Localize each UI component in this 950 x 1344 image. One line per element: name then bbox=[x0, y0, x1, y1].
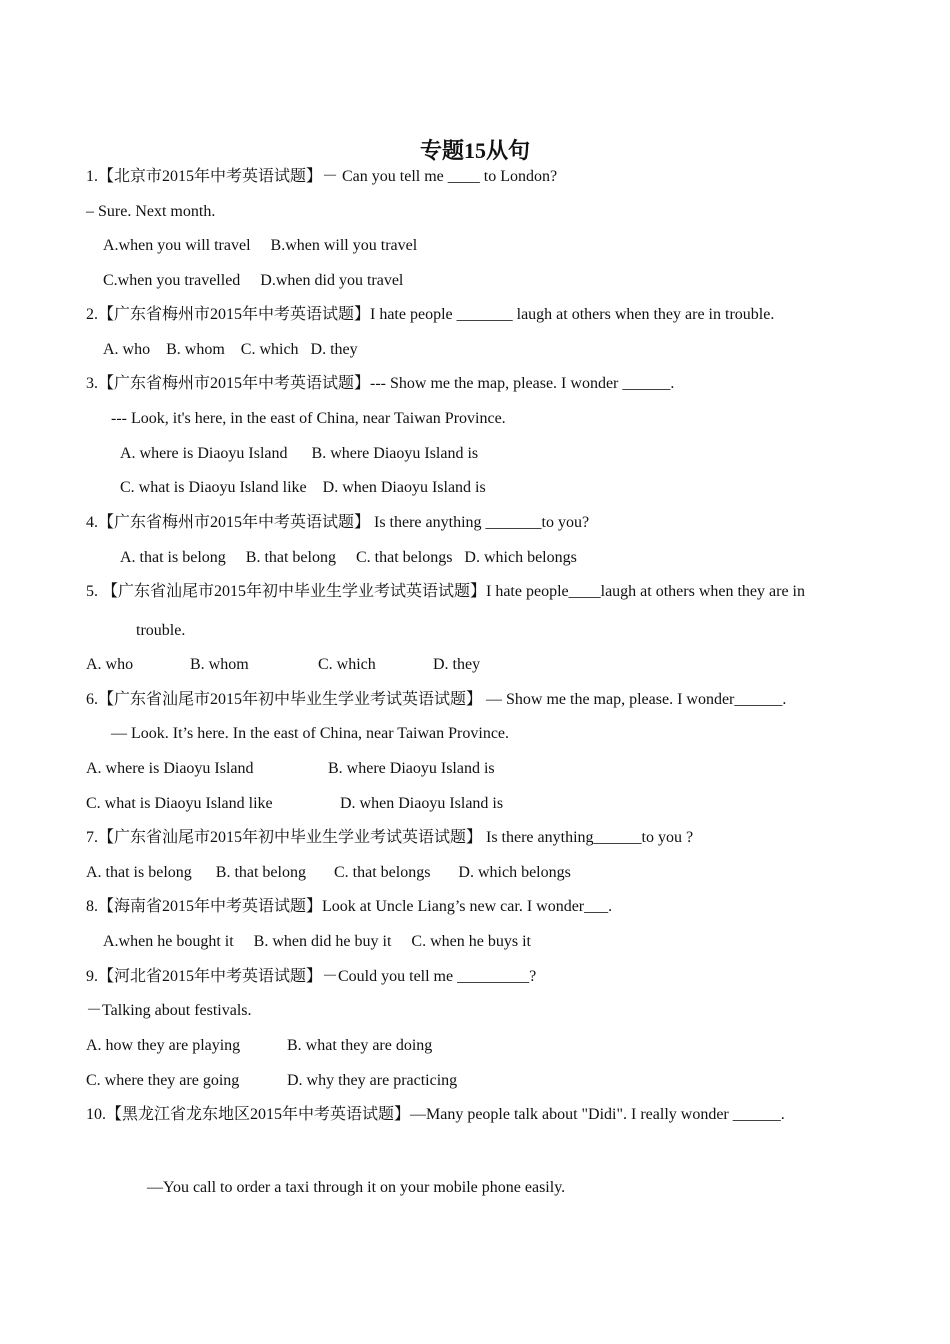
question-4-options: A. that is belong B. that belong C. that belongs D. which belongs bbox=[120, 549, 577, 566]
question-3-stem: 3.【广东省梅州市2015年中考英语试题】--- Show me the map, please. I wonder ______. bbox=[86, 375, 675, 392]
question-6-stem: 6.【广东省汕尾市2015年初中毕业生学业考试英语试题】 — Show me the map, please. I wonder______. bbox=[86, 691, 787, 708]
question-5-stem: 5. 【广东省汕尾市2015年初中毕业生学业考试英语试题】I hate people____laugh at others when they are in bbox=[86, 583, 806, 600]
question-3-options-row-2: C. what is Diaoyu Island like D. when Diaoyu Island is bbox=[120, 479, 486, 496]
question-5-stem-continuation: trouble. bbox=[136, 622, 186, 639]
question-9-option-c: C. where they are going bbox=[86, 1072, 240, 1089]
page-title: 专题15从句 bbox=[419, 138, 530, 163]
question-2-options: A. who B. whom C. which D. they bbox=[103, 341, 358, 358]
question-5-option-c: C. which bbox=[318, 656, 376, 673]
question-9-stem: 9.【河北省2015年中考英语试题】－Could you tell me _________? bbox=[86, 968, 537, 985]
question-7-options: A. that is belong B. that belong C. that belongs D. which belongs bbox=[86, 864, 571, 881]
question-9-option-d: D. why they are practicing bbox=[287, 1072, 458, 1089]
question-6-option-d: D. when Diaoyu Island is bbox=[340, 795, 504, 812]
question-9-option-b: B. what they are doing bbox=[287, 1037, 433, 1054]
question-4-stem: 4.【广东省梅州市2015年中考英语试题】 Is there anything _______to you? bbox=[86, 514, 590, 531]
question-7-stem: 7.【广东省汕尾市2015年初中毕业生学业考试英语试题】 Is there anything______to you ? bbox=[86, 829, 694, 846]
question-8-stem: 8.【海南省2015年中考英语试题】Look at Uncle Liang’s new car. I wonder___. bbox=[86, 898, 613, 915]
question-3-options-row-1: A. where is Diaoyu Island B. where Diaoyu Island is bbox=[120, 445, 479, 462]
question-6-option-b: B. where Diaoyu Island is bbox=[328, 760, 495, 777]
question-1-dialogue: – Sure. Next month. bbox=[86, 203, 216, 220]
question-1-options-row-1: A.when you will travel B.when will you travel bbox=[103, 237, 418, 254]
question-8-options: A.when he bought it B. when did he buy it C. when he buys it bbox=[103, 933, 531, 950]
question-6-dialogue: — Look. It’s here. In the east of China, near Taiwan Province. bbox=[111, 725, 510, 742]
question-10-stem: 10.【黑龙江省龙东地区2015年中考英语试题】—Many people talk about "Didi". I really wonder ______. bbox=[86, 1106, 785, 1123]
question-2-stem: 2.【广东省梅州市2015年中考英语试题】I hate people _______ laugh at others when they are in trouble. bbox=[86, 306, 775, 323]
question-1-options-row-2: C.when you travelled D.when did you travel bbox=[103, 272, 404, 289]
question-5-option-a: A. who bbox=[86, 656, 134, 673]
question-1-stem: 1.【北京市2015年中考英语试题】－ Can you tell me ____ to London? bbox=[86, 168, 558, 185]
question-9-dialogue: －Talking about festivals. bbox=[86, 1002, 252, 1019]
question-9-option-a: A. how they are playing bbox=[86, 1037, 241, 1054]
question-5-option-b: B. whom bbox=[190, 656, 249, 673]
question-10-dialogue: —You call to order a taxi through it on your mobile phone easily. bbox=[147, 1179, 566, 1196]
question-5-option-d: D. they bbox=[433, 656, 481, 673]
question-6-option-a: A. where is Diaoyu Island bbox=[86, 760, 254, 777]
question-3-dialogue: --- Look, it's here, in the east of China, near Taiwan Province. bbox=[111, 410, 506, 427]
question-6-option-c: C. what is Diaoyu Island like bbox=[86, 795, 273, 812]
